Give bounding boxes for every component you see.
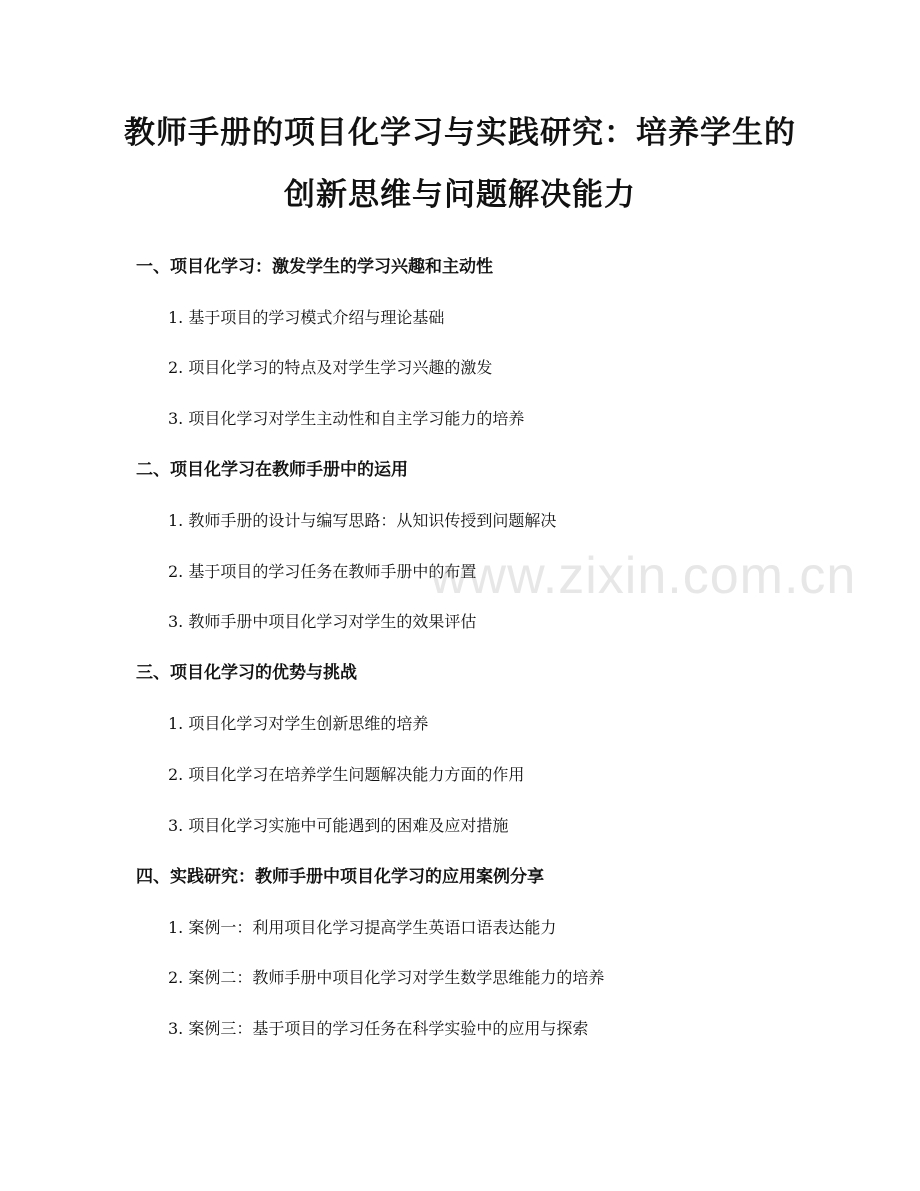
section-heading-2: 二、项目化学习在教师手册中的运用: [136, 460, 408, 480]
document-title: 教师手册的项目化学习与实践研究：培养学生的创新思维与问题解决能力: [124, 115, 796, 213]
list-item: 1. 案例一：利用项目化学习提高学生英语口语表达能力: [168, 918, 557, 937]
list-item: 3. 教师手册中项目化学习对学生的效果评估: [168, 612, 477, 631]
list-item: 1. 基于项目的学习模式介绍与理论基础: [168, 308, 445, 327]
list-item: 1. 教师手册的设计与编写思路：从知识传授到问题解决: [168, 511, 557, 530]
list-item: 2. 基于项目的学习任务在教师手册中的布置: [168, 562, 477, 581]
watermark: www.zixin.com.cn: [430, 547, 857, 605]
section-heading-1: 一、项目化学习：激发学生的学习兴趣和主动性: [136, 257, 493, 277]
list-item: 1. 项目化学习对学生创新思维的培养: [168, 714, 429, 733]
section-heading-4: 四、实践研究：教师手册中项目化学习的应用案例分享: [136, 867, 544, 887]
section-heading-3: 三、项目化学习的优势与挑战: [136, 663, 357, 683]
list-item: 3. 案例三：基于项目的学习任务在科学实验中的应用与探索: [168, 1019, 589, 1038]
list-item: 2. 项目化学习的特点及对学生学习兴趣的激发: [168, 358, 493, 377]
list-item: 3. 项目化学习对学生主动性和自主学习能力的培养: [168, 409, 525, 428]
list-item: 2. 项目化学习在培养学生问题解决能力方面的作用: [168, 765, 525, 784]
list-item: 2. 案例二：教师手册中项目化学习对学生数学思维能力的培养: [168, 968, 605, 987]
list-item: 3. 项目化学习实施中可能遇到的困难及应对措施: [168, 816, 509, 835]
